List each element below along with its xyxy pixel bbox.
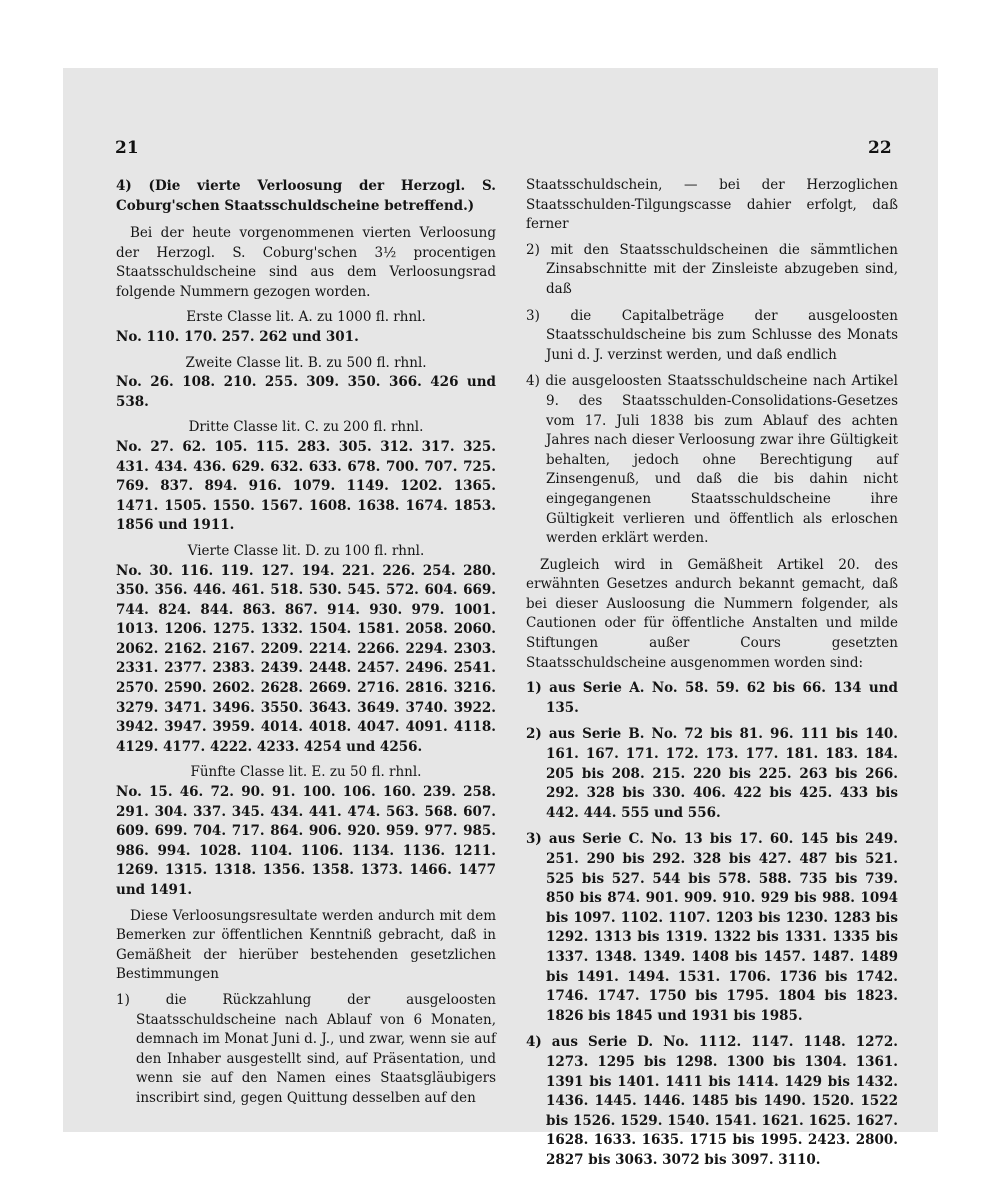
provision-2: 2) mit den Staatsschuldscheinen die sämmtlichen Zinsabschnitte mit der Zinsleiste abzugeben sind, daß bbox=[526, 241, 898, 297]
provision-3: 3) die Capitalbeträge der ausgeloosten Staatsschuldscheine bis zum Schlusse des Monats Juni d. J. verzinst werden, und daß endlich bbox=[526, 307, 898, 363]
left-column bbox=[116, 176, 496, 1116]
intro-paragraph: Bei der heute vorgenommenen vierten Verloosung der Herzogl. S. Coburg'schen 3½ procentigen Staatsschuldscheine sind aus dem Verloosungsrad folgende Nummern gezogen worden. bbox=[116, 225, 496, 300]
class-numbers-c: No. 27. 62. 105. 115. 283. 305. 312. 317. 325. 431. 434. 436. 629. 632. 633. 678. 700. 707. 725. 769. 837. 894. 916. 1079. 1149. 1202. 1365. 1471. 1505. 1550. 1567. 1608. 1638. 1674. 1853. 1856 und 1911. bbox=[116, 438, 496, 534]
class-numbers-a: No. 110. 170. 257. 262 und 301. bbox=[116, 328, 359, 345]
page-number-left: 21 bbox=[115, 138, 139, 158]
provision-1: 1) die Rückzahlung der ausgeloosten Staatsschuldscheine nach Ablauf von 6 Monaten, demnach im Monat Juni d. J., und zwar, wenn sie auf den Inhaber ausgestellt sind, auf Präsentation, und wenn sie auf den Namen eines Staatsgläubigers inscribirt sind, gegen Quittung desselben auf den bbox=[116, 991, 496, 1106]
continuation-paragraph: Staatsschuldschein, — bei der Herzoglichen Staatsschulden-Tilgungscasse dahier erfolgt, daß ferner bbox=[526, 177, 898, 233]
page-number-right: 22 bbox=[868, 138, 892, 158]
class-heading-e: Fünfte Classe lit. E. zu 50 fl. rhnl. bbox=[190, 764, 422, 781]
series-c-list: 3) aus Serie C. No. 13 bis 17. 60. 145 bis 249. 251. 290 bis 292. 328 bis 427. 487 bis 521. 525 bis 527. 544 bis 578. 588. 735 bis 739. 850 bis 874. 901. 909. 910. 929 bis 988. 1094 bis 1097. 1102. 1107. 1203 bis 1230. 1283 bis 1292. 1313 bis 1319. 1322 bis 1331. 1335 bis 1337. 1348. 1349. 1408 bis 1457. 1487. 1489 bis 1491. 1494. 1531. 1706. 1736 bis 1742. 1746. 1747. 1750 bis 1795. 1804 bis 1823. 1826 bis 1845 und 1931 bis 1985. bbox=[526, 831, 898, 1024]
class-numbers-d: No. 30. 116. 119. 127. 194. 221. 226. 254. 280. 350. 356. 446. 461. 518. 530. 545. 572. 604. 669. 744. 824. 844. 863. 867. 914. 930. 979. 1001. 1013. 1206. 1275. 1332. 1504. 1581. 2058. 2060. 2062. 2162. 2167. 2209. 2214. 2266. 2294. 2303. 2331. 2377. 2383. 2439. 2448. 2457. 2496. 2541. 2570. 2590. 2602. 2628. 2669. 2716. 2816. 3216. 3279. 3471. 3496. 3550. 3643. 3649. 3740. 3922. 3942. 3947. 3959. 4014. 4018. 4047. 4091. 4118. 4129. 4177. 4222. 4233. 4254 und 4256. bbox=[116, 562, 496, 755]
class-numbers-e: No. 15. 46. 72. 90. 91. 100. 106. 160. 239. 258. 291. 304. 337. 345. 434. 441. 474. 563. 568. 607. 609. 699. 704. 717. 864. 906. 920. 959. 977. 985. 986. 994. 1028. 1104. 1106. 1134. 1136. 1211. 1269. 1315. 1318. 1356. 1358. 1373. 1466. 1477 und 1491. bbox=[116, 784, 496, 898]
scanned-page bbox=[63, 68, 938, 1168]
zugleich-paragraph: Zugleich wird in Gemäßheit Artikel 20. des erwähnten Gesetzes andurch bekannt gemacht, daß bei dieser Ausloosung die Nummern folgender, als Cautionen oder für öffentliche Anstalten und milde Stiftungen außer Cours gesetzten Staatsschuldscheine ausgenommen worden sind: bbox=[526, 556, 898, 671]
class-heading-b: Zweite Classe lit. B. zu 500 fl. rhnl. bbox=[185, 354, 427, 371]
class-heading-c: Dritte Classe lit. C. zu 200 fl. rhnl. bbox=[188, 419, 424, 436]
class-heading-a: Erste Classe lit. A. zu 1000 fl. rhnl. bbox=[186, 309, 426, 326]
series-a-list: 1) aus Serie A. No. 58. 59. 62 bis 66. 134 und 135. bbox=[526, 680, 898, 716]
series-b-list: 2) aus Serie B. No. 72 bis 81. 96. 111 bis 140. 161. 167. 171. 172. 173. 177. 181. 183. 184. 205 bis 208. 215. 220 bis 225. 263 bis 266. 292. 328 bis 330. 406. 422 bis 425. 433 bis 442. 444. 555 und 556. bbox=[526, 726, 898, 821]
provision-4: 4) die ausgeloosten Staatsschuldscheine nach Artikel 9. des Staatsschulden-Consolidations-Gesetzes vom 17. Juli 1838 bis zum Ablauf des achten Jahres nach dieser Verloosung zwar ihre Gültigkeit behalten, jedoch ohne Berechtigung auf Zinsengenuß, und daß die bis dahin nicht eingegangenen Staatsschuldscheine ihre Gültigkeit verlieren und öffentlich als erloschen werden erklärt werden. bbox=[526, 373, 898, 547]
section-title: 4) (Die vierte Verloosung der Herzogl. S. Coburg'schen Staatsschuldscheine betreffend.) bbox=[116, 178, 496, 214]
right-column bbox=[526, 176, 898, 1178]
class-heading-d: Vierte Classe lit. D. zu 100 fl. rhnl. bbox=[187, 542, 425, 559]
closing-paragraph: Diese Verloosungsresultate werden andurch mit dem Bemerken zur öffentlichen Kenntniß gebracht, daß in Gemäßheit der hierüber bestehenden gesetzlichen Bestimmungen bbox=[116, 907, 496, 983]
series-d-list: 4) aus Serie D. No. 1112. 1147. 1148. 1272. 1273. 1295 bis 1298. 1300 bis 1304. 1361. 1391 bis 1401. 1411 bis 1414. 1429 bis 1432. 1436. 1445. 1446. 1485 bis 1490. 1520. 1522 bis 1526. 1529. 1540. 1541. 1621. 1625. 1627. 1628. 1633. 1635. 1715 bis 1995. 2423. 2800. 2827 bis 3063. 3072 bis 3097. 3110. bbox=[526, 1034, 898, 1168]
class-numbers-b: No. 26. 108. 210. 255. 309. 350. 366. 426 und 538. bbox=[116, 374, 496, 410]
